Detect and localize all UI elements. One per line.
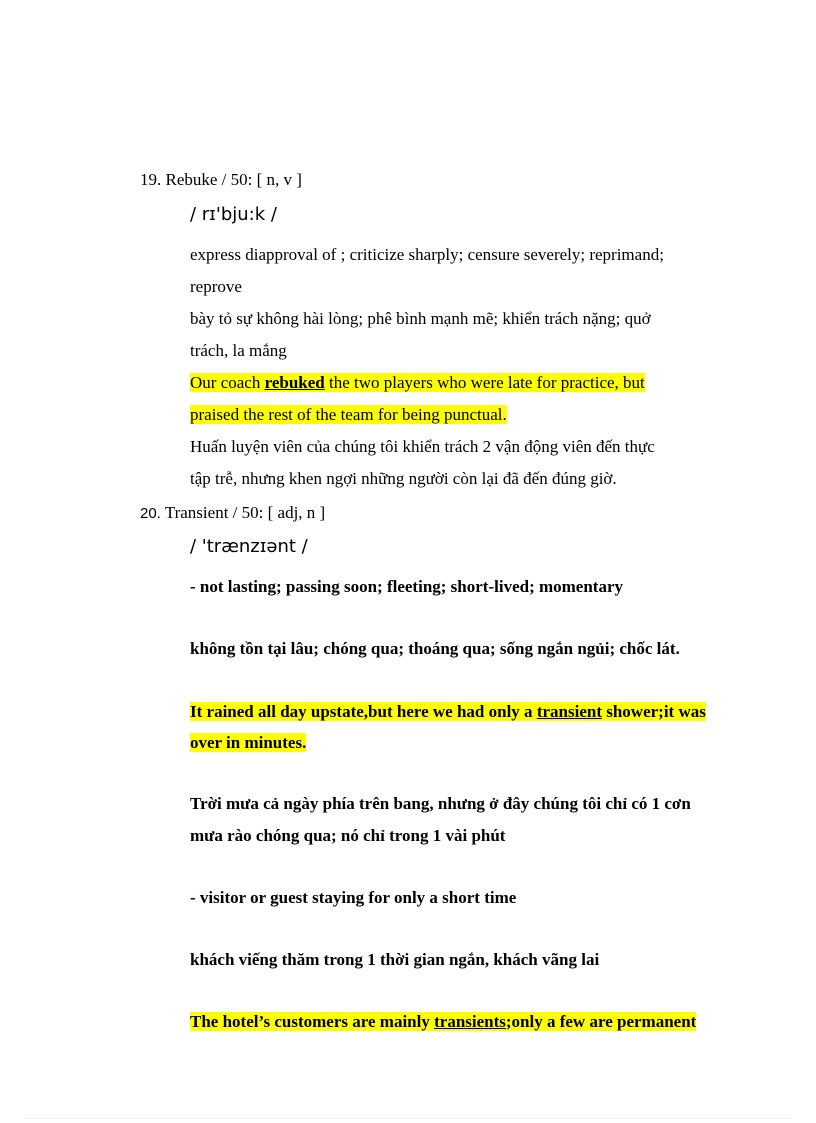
example-text: ;only a few are permanent — [505, 1012, 697, 1031]
example-text: praised the rest of the team for being punctual. — [190, 405, 507, 424]
example-text: the two players who were late for practice, but — [324, 373, 645, 392]
entry-19-definition-vi-line1: bày tỏ sự không hài lòng; phê bình mạnh mẽ; khiển trách nặng; quở — [190, 309, 651, 328]
entry-19-pronunciation: / rɪ'bju:k / — [190, 204, 277, 225]
entry-20-sense2-vi: khách viếng thăm trong 1 thời gian ngắn, khách vãng lai — [190, 950, 600, 969]
entry-20-example2-en — [190, 1011, 696, 1033]
example-text: It rained all day upstate,but here we had only a — [190, 702, 537, 721]
keyword-rebuked: rebuked — [264, 373, 325, 392]
entry-20-example1-vi-line2: mưa rào chóng qua; nó chỉ trong 1 vài phút — [190, 826, 506, 845]
entry-20-sense1-vi: không tồn tại lâu; chóng qua; thoáng qua; sống ngắn ngủi; chốc lát. — [190, 639, 680, 658]
entry-20-example1-en-line1 — [190, 701, 706, 723]
entry-19-heading — [140, 169, 302, 191]
example-text: shower;it was — [601, 702, 706, 721]
entry-19-definition-vi-line2: trách, la mắng — [190, 341, 287, 360]
entry-19-definition-en-line2: reprove — [190, 277, 242, 296]
entry-20-example1-en-line2 — [190, 732, 306, 754]
entry-20-pronunciation: / 'trænzɪənt / — [190, 536, 308, 557]
entry-19-definition-en-line1: express diapproval of ; criticize sharply; censure severely; reprimand; — [190, 245, 664, 264]
example-text: over in minutes. — [190, 733, 307, 752]
entry-20-title: Transient / 50: [ adj, n ] — [164, 503, 326, 522]
entry-20-heading — [140, 502, 325, 525]
entry-19-title: Rebuke / 50: [ n, v ] — [165, 170, 302, 189]
example-text: The hotel’s customers are mainly — [190, 1012, 435, 1031]
entry-19-example-vi-line1: Huấn luyện viên của chúng tôi khiển trách 2 vận động viên đến thực — [190, 437, 655, 456]
entry-19-example-vi-line2: tập trễ, nhưng khen ngợi những người còn lại đã đến đúng giờ. — [190, 469, 617, 488]
entry-20-sense2-en: - visitor or guest staying for only a short time — [190, 888, 517, 907]
page-bottom-divider — [24, 1118, 792, 1119]
entry-19-example-en-line1 — [190, 372, 645, 394]
keyword-transient: transient — [536, 702, 602, 721]
keyword-transients: transients — [434, 1012, 506, 1031]
entry-20-example1-vi-line1: Trời mưa cả ngày phía trên bang, nhưng ở đây chúng tôi chỉ có 1 cơn — [190, 794, 691, 813]
entry-20-number: 20. — [140, 505, 161, 522]
entry-19-number: 19. — [140, 170, 162, 189]
example-text: Our coach — [190, 373, 265, 392]
entry-19-example-en-line2 — [190, 404, 507, 426]
entry-20-sense1-en: - not lasting; passing soon; fleeting; short-lived; momentary — [190, 577, 624, 596]
